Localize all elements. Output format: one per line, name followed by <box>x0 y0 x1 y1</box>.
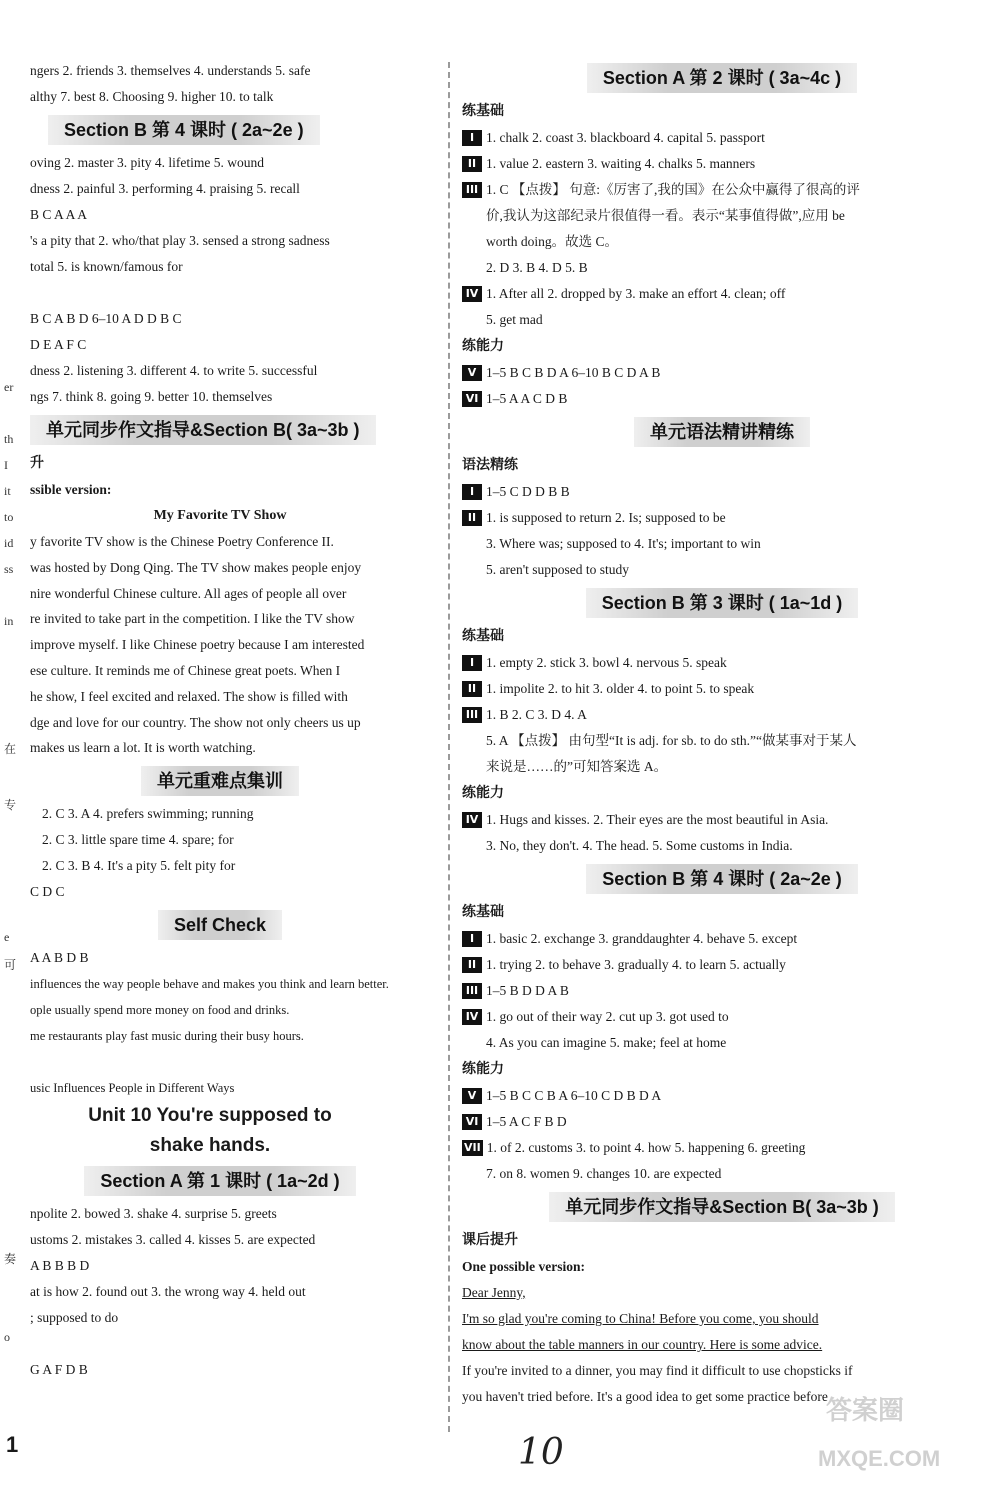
roman-numeral-badge: V <box>462 365 482 381</box>
essay-line: makes us learn a lot. It is worth watching. <box>30 740 256 756</box>
roman-numeral-badge: VII <box>464 1141 481 1154</box>
roman-numeral-badge: IV <box>462 286 482 302</box>
answer-text: 1. of 2. customs 3. to point 4. how 5. happening 6. greeting <box>486 1140 806 1155</box>
answer-text: 1. value 2. eastern 3. waiting 4. chalks 5. manners <box>486 156 756 171</box>
answer-line <box>0 1331 440 1357</box>
answer-line: 3. No, they don't. 4. The head. 5. Some customs in India. <box>486 838 793 853</box>
section-banner: 单元同步作文指导&Section B( 3a~3b ) <box>30 415 376 445</box>
unit-title: Unit 10 You're supposed to <box>88 1105 332 1127</box>
roman-numeral-badge: VI <box>462 1114 482 1130</box>
sub-heading: 课后提升 <box>462 1232 518 1248</box>
answer-line <box>462 1109 982 1135</box>
essay-line: y favorite TV show is the Chinese Poetry Conference II. <box>30 534 334 549</box>
answer-text: 1–5 B D D A B <box>486 983 569 998</box>
roman-numeral-badge: III <box>462 182 482 198</box>
answer-text: 1. basic 2. exchange 3. granddaughter 4. behave 5. except <box>486 931 798 946</box>
section-banner: Section A 第 1 课时 ( 1a~2d ) <box>84 1166 355 1196</box>
answer-line <box>0 1049 440 1075</box>
roman-numeral-badge: II <box>462 681 482 697</box>
sub-heading: 升 <box>30 455 44 471</box>
roman-numeral-badge: V <box>462 1088 482 1104</box>
margin-fragment: 可 <box>4 958 17 972</box>
section-banner: Section B 第 3 课时 ( 1a~1d ) <box>586 588 859 618</box>
left-column <box>0 58 440 1383</box>
answer-text: 1. go out of their way 2. cut up 3. got used to <box>486 1009 729 1024</box>
letter-line: know about the table manners in our country. Here is some advice. <box>462 1337 823 1352</box>
sub-heading: 练基础 <box>462 103 504 119</box>
answer-line <box>462 1083 982 1109</box>
answer-text: 1. impolite 2. to hit 3. older 4. to point 5. to speak <box>486 681 755 696</box>
answer-line: worth doing。故选 C。 <box>486 234 619 249</box>
answer-line: at is how 2. found out 3. the wrong way 4. held out <box>30 1284 306 1300</box>
section-banner: 单元重难点集训 <box>141 766 299 796</box>
answer-line: 3. Where was; supposed to 4. It's; important to win <box>486 536 761 551</box>
answer-line <box>462 676 982 702</box>
roman-numeral-badge: IV <box>462 812 482 828</box>
essay-title: My Favorite TV Show <box>153 508 287 523</box>
answer-line: 来说是……的”可知答案选 A。 <box>486 759 668 774</box>
answer-line <box>462 386 982 412</box>
sub-heading: 练能力 <box>462 1061 504 1077</box>
answer-text: 1–5 B C B D A 6–10 B C D A B <box>486 365 661 380</box>
letter-line: If you're invited to a dinner, you may find it difficult to use chopsticks if <box>462 1363 853 1378</box>
answer-line <box>462 807 982 833</box>
margin-fragment: ss <box>4 562 14 576</box>
answer-line: 2. C 3. A 4. prefers swimming; running <box>42 806 254 822</box>
sub-heading: 练能力 <box>462 338 504 354</box>
roman-numeral-badge: I <box>462 931 482 947</box>
roman-numeral-badge: III <box>462 983 482 999</box>
answer-line: total 5. is known/famous for <box>30 259 183 274</box>
answer-line: 5. A 【点拨】 由句型“It is adj. for sb. to do sth.”“做某事对于某人 <box>486 733 857 748</box>
answer-text: 1–5 C D D B B <box>486 484 570 499</box>
answer-line <box>462 952 982 978</box>
section-banner: Section B 第 4 课时 ( 2a~2e ) <box>48 115 320 145</box>
answer-text: 1. Hugs and kisses. 2. Their eyes are the most beautiful in Asia. <box>486 812 829 827</box>
answer-line: althy 7. best 8. Choosing 9. higher 10. to talk <box>30 89 274 104</box>
possible-version-label: One possible version: <box>462 1259 586 1274</box>
answer-line: ; supposed to do <box>30 1310 119 1326</box>
section-banner: 单元同步作文指导&Section B( 3a~3b ) <box>549 1192 895 1222</box>
letter-line: I'm so glad you're coming to China! Before you come, you should <box>462 1311 819 1326</box>
margin-fragment: 在 <box>4 742 17 756</box>
answer-line: dness 2. listening 3. different 4. to write 5. successful <box>30 363 318 378</box>
answer-line: ople usually spend more money on food and drinks. <box>30 1003 290 1018</box>
answer-line: 's a pity that 2. who/that play 3. sensed a strong sadness <box>30 233 330 248</box>
margin-fragment: 专 <box>4 798 17 812</box>
sub-heading: 语法精练 <box>462 457 518 473</box>
answer-line <box>462 1004 982 1030</box>
margin-fragment: er <box>4 380 14 394</box>
answer-line: 2. D 3. B 4. D 5. B <box>486 260 588 275</box>
answer-line: oving 2. master 3. pity 4. lifetime 5. wound <box>30 155 264 170</box>
margin-fragment: e <box>4 930 10 944</box>
answer-line: A A B D B <box>30 950 89 966</box>
answer-text: 1. chalk 2. coast 3. blackboard 4. capital 5. passport <box>486 130 765 145</box>
answer-line <box>462 505 982 531</box>
answer-line <box>462 1135 982 1161</box>
answer-line: ngs 7. think 8. going 9. better 10. themselves <box>30 389 273 404</box>
answer-line: C D C <box>30 884 65 900</box>
answer-line: 7. on 8. women 9. changes 10. are expected <box>486 1166 722 1181</box>
roman-numeral-badge: III <box>462 707 482 723</box>
answer-text: 1–5 A A C D B <box>486 391 568 406</box>
unit-title: shake hands. <box>149 1135 271 1157</box>
answer-line: 5. aren't supposed to study <box>486 562 630 577</box>
answer-line <box>462 702 982 728</box>
answer-line: 2. C 3. little spare time 4. spare; for <box>42 832 234 848</box>
answer-line <box>462 978 982 1004</box>
margin-fragment: 奏 <box>4 1252 17 1266</box>
answer-line: dness 2. painful 3. performing 4. praising 5. recall <box>30 181 300 196</box>
answer-line: 价,我认为这部纪录片很值得一看。表示“某事值得做”,应用 be <box>486 208 845 223</box>
handwritten-page-number: 10 <box>518 1432 564 1473</box>
margin-fragment: I <box>4 458 8 472</box>
essay-line: dge and love for our country. The show not only cheers us up <box>30 714 361 730</box>
answer-line: B C A A A <box>30 207 88 222</box>
letter-greeting: Dear Jenny, <box>462 1285 526 1300</box>
sub-heading: 练能力 <box>462 785 504 801</box>
column-divider <box>448 62 450 1432</box>
essay-line: ese culture. It reminds me of Chinese great poets. When I <box>30 662 341 678</box>
section-banner: Section A 第 2 课时 ( 3a~4c ) <box>587 63 857 93</box>
essay-line: was hosted by Dong Qing. The TV show makes people enjoy <box>30 559 362 575</box>
margin-fragment: o <box>4 1330 10 1344</box>
margin-fragment: th <box>4 432 14 446</box>
answer-line: B C A B D 6–10 A D D B C <box>30 311 182 326</box>
sub-heading: 练基础 <box>462 628 504 644</box>
answer-text: 1. B 2. C 3. D 4. A <box>486 707 587 722</box>
watermark-url: MXQE.COM <box>818 1446 941 1471</box>
answer-line: 4. As you can imagine 5. make; feel at home <box>486 1035 727 1050</box>
answer-text: 1. is supposed to return 2. Is; supposed to be <box>486 510 726 525</box>
roman-numeral-badge: II <box>462 957 482 973</box>
answer-line: ngers 2. friends 3. themselves 4. understands 5. safe <box>30 63 311 78</box>
answer-text: 1. empty 2. stick 3. bowl 4. nervous 5. speak <box>486 655 727 670</box>
margin-fragment: in <box>4 614 14 628</box>
roman-numeral-badge: IV <box>462 1009 482 1025</box>
roman-numeral-badge: II <box>462 156 482 172</box>
essay-line: re invited to take part in the competition. I like the TV show <box>30 611 355 627</box>
answer-text: 1–5 A C F B D <box>486 1114 567 1129</box>
roman-numeral-badge: I <box>462 484 482 500</box>
watermark-logo: 答案圈 <box>826 1395 905 1425</box>
answer-line <box>462 650 982 676</box>
right-column <box>462 58 982 1410</box>
answer-line: 2. C 3. B 4. It's a pity 5. felt pity for <box>42 858 236 874</box>
sub-heading: 练基础 <box>462 904 504 920</box>
roman-numeral-badge: II <box>462 510 482 526</box>
section-banner: Section B 第 4 课时 ( 2a~2e ) <box>586 864 858 894</box>
answer-line: 5. get mad <box>486 312 543 327</box>
answer-text: 1. trying 2. to behave 3. gradually 4. to learn 5. actually <box>486 957 786 972</box>
answer-line: G A F D B <box>30 1362 88 1378</box>
margin-fragment: to <box>4 510 14 524</box>
letter-line: you haven't tried before. It's a good idea to get some practice before <box>462 1389 828 1404</box>
answer-text: 1–5 B C C B A 6–10 C D B D A <box>486 1088 662 1103</box>
answer-line: ustoms 2. mistakes 3. called 4. kisses 5. are expected <box>30 1232 316 1248</box>
answer-line: influences the way people behave and makes you think and learn better. <box>30 977 389 992</box>
answer-line <box>0 280 440 306</box>
answer-text: 1. After all 2. dropped by 3. make an effort 4. clean; off <box>486 286 786 301</box>
margin-fragment: it <box>4 484 11 498</box>
section-banner: 单元语法精讲精练 <box>634 417 810 447</box>
answer-line <box>462 125 982 151</box>
essay-line: nire wonderful Chinese culture. All ages of people all over <box>30 585 347 601</box>
answer-line <box>462 151 982 177</box>
answer-line <box>462 281 982 307</box>
answer-line: D E A F C <box>30 337 87 352</box>
answer-line: A B B B D <box>30 1258 90 1274</box>
roman-numeral-badge: I <box>462 655 482 671</box>
answer-line: me restaurants play fast music during their busy hours. <box>30 1029 304 1044</box>
answer-line <box>462 177 982 203</box>
essay-line: improve myself. I like Chinese poetry because I am interested <box>30 637 365 653</box>
possible-version-label: ssible version: <box>30 482 112 497</box>
roman-numeral-badge: VI <box>462 391 482 407</box>
margin-fragment: id <box>4 536 14 550</box>
section-banner: Self Check <box>158 910 282 940</box>
answer-line: usic Influences People in Different Ways <box>30 1081 235 1096</box>
answer-text: 1. C 【点拨】 句意:《厉害了,我的国》在公众中赢得了很高的评 <box>486 182 860 197</box>
roman-numeral-badge: I <box>462 130 482 146</box>
answer-line: npolite 2. bowed 3. shake 4. surprise 5. greets <box>30 1206 277 1222</box>
essay-line: he show, I feel excited and relaxed. The show is filled with <box>30 688 348 704</box>
page-number: 1 <box>6 1432 19 1457</box>
answer-line <box>462 926 982 952</box>
answer-line <box>462 479 982 505</box>
answer-line <box>462 360 982 386</box>
